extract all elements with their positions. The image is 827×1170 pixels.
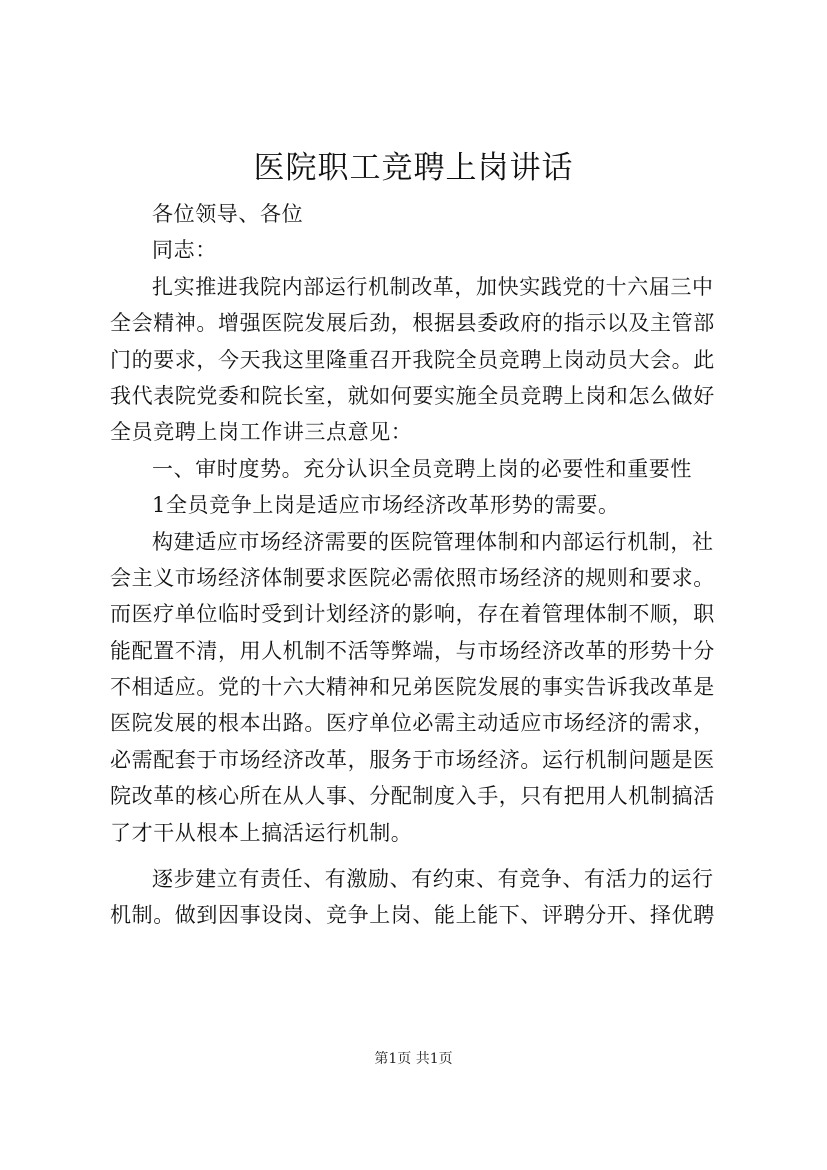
text-line: 能配置不清，用人机制不活等弊端，与市场经济改革的形势十分	[110, 638, 715, 663]
text-line: 一、审时度势。充分认识全员竞聘上岗的必要性和重要性	[152, 456, 692, 481]
text-line: 同志：	[152, 238, 217, 263]
text-line: 医院发展的根本出路。医疗单位必需主动适应市场经济的需求，	[110, 711, 715, 736]
text-line: 我代表院党委和院长室，就如何要实施全员竞聘上岗和怎么做好	[110, 383, 715, 408]
text-line: 各位领导、各位	[152, 202, 304, 226]
text-line: 门的要求，今天我这里隆重召开我院全员竞聘上岗动员大会。此	[110, 347, 715, 372]
text-line: 逐步建立有责任、有激励、有约束、有竞争、有活力的运行	[152, 867, 714, 892]
document-title: 医院职工竞聘上岗讲话	[253, 150, 574, 186]
text-line: 机制。做到因事设岗、竞争上岗、能上能下、评聘分开、择优聘	[110, 903, 715, 928]
text-line: 全会精神。增强医院发展后劲，根据县委政府的指示以及主管部	[110, 311, 715, 336]
text-line: 构建适应市场经济需要的医院管理体制和内部运行机制，社	[152, 529, 714, 554]
text-line: 必需配套于市场经济改革，服务于市场经济。运行机制问题是医	[110, 747, 715, 772]
text-line: 扎实推进我院内部运行机制改革，加快实践党的十六届三中	[152, 274, 714, 299]
text-line: 不相适应。党的十六大精神和兄弟医院发展的事实告诉我改革是	[110, 675, 715, 700]
text-line: 了才干从根本上搞活运行机制。	[110, 820, 413, 845]
document-body	[110, 196, 722, 934]
page-number: 第1页 共1页	[374, 1051, 453, 1067]
text-line: 院改革的核心所在从人事、分配制度入手，只有把用人机制搞活	[110, 784, 715, 809]
text-line: 1全员竞争上岗是适应市场经济改革形势的需要。	[152, 493, 620, 518]
text-line: 而医疗单位临时受到计划经济的影响，存在着管理体制不顺，职	[110, 602, 715, 627]
text-line: 会主义市场经济体制要求医院必需依照市场经济的规则和要求。	[110, 565, 715, 590]
text-line: 全员竞聘上岗工作讲三点意见：	[110, 420, 413, 445]
